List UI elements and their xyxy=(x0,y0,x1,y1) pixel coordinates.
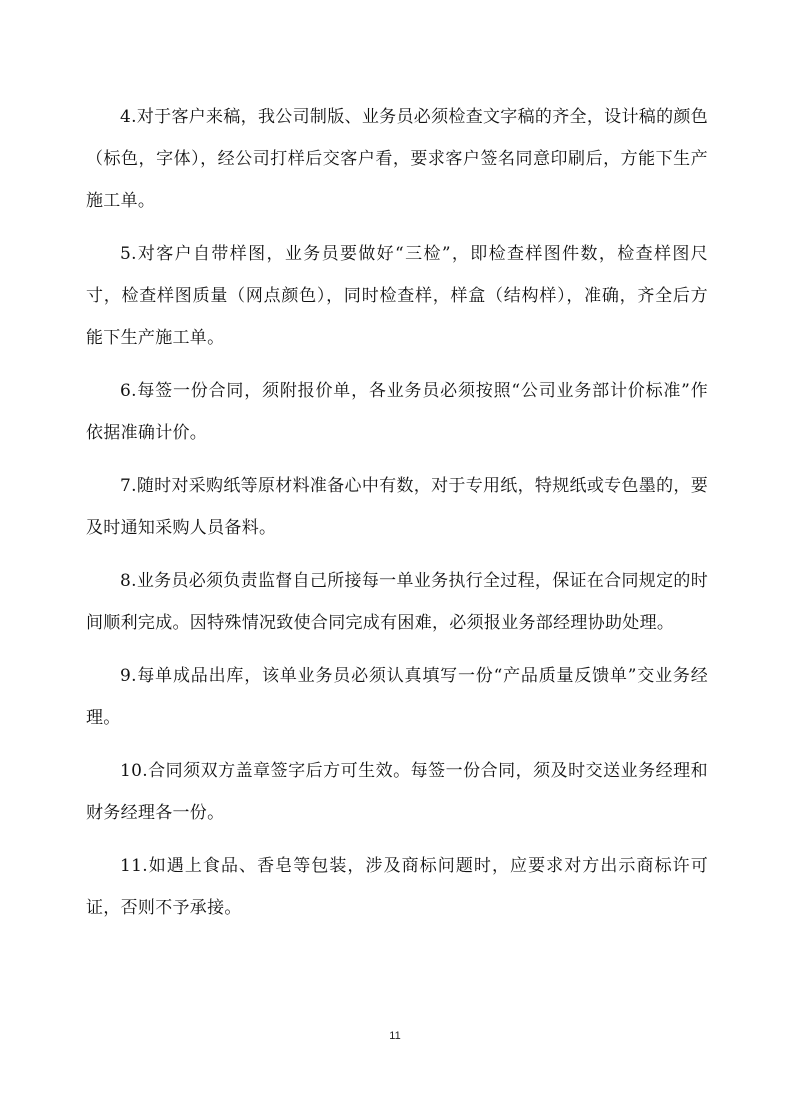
paragraph-item-4: 4.对于客户来稿，我公司制版、业务员必须检查文字稿的齐全，设计稿的颜色（标色，字体），经公司打样后交客户看，要求客户签名同意印刷后，方能下生产施工单。 xyxy=(86,107,708,211)
paragraph-item-9: 9.每单成品出库，该单业务员必须认真填写一份“产品质量反馈单”交业务经理。 xyxy=(86,666,708,728)
paragraph-item-7: 7.随时对采购纸等原材料准备心中有数，对于专用纸，特规纸或专色墨的，要及时通知采购人员备料。 xyxy=(86,476,708,538)
paragraph-item-5: 5.对客户自带样图，业务员要做好“三检”，即检查样图件数，检查样图尺寸，检查样图质量（网点颜色），同时检查样，样盒（结构样），准确，齐全后方能下生产施工单。 xyxy=(86,244,708,348)
document-body xyxy=(86,96,708,940)
paragraph-item-6: 6.每签一份合同，须附报价单，各业务员必须按照“公司业务部计价标准”作依据准确计价。 xyxy=(86,381,708,443)
paragraph-item-10: 10.合同须双方盖章签字后方可生效。每签一份合同，须及时交送业务经理和财务经理各一份。 xyxy=(86,761,708,823)
paragraph-item-8: 8.业务员必须负责监督自己所接每一单业务执行全过程，保证在合同规定的时间顺利完成。因特殊情况致使合同完成有困难，必须报业务部经理协助处理。 xyxy=(86,571,708,633)
page-number: 11 xyxy=(389,1030,401,1042)
paragraph-item-11: 11.如遇上食品、香皂等包装，涉及商标问题时，应要求对方出示商标许可证，否则不予承接。 xyxy=(86,856,708,918)
